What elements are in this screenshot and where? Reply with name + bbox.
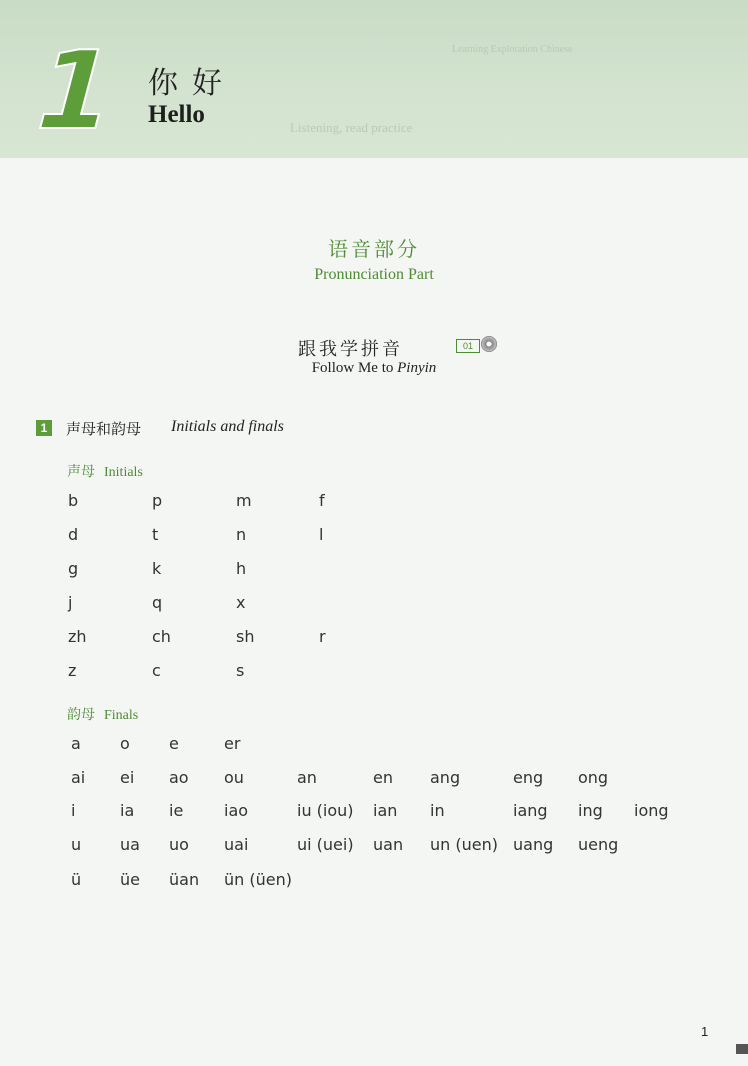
finals-cell: uang (513, 835, 554, 854)
finals-cell: ui (uei) (297, 835, 354, 854)
initials-cell: x (236, 593, 246, 612)
finals-cell: ia (120, 801, 135, 820)
initials-cell: k (152, 559, 162, 578)
section-number-badge: 1 (36, 420, 52, 436)
page-number: 1 (701, 1024, 709, 1039)
finals-cell: uan (373, 835, 404, 854)
finals-cell: ang (430, 768, 461, 787)
section-title-chinese: 声母和韵母 (66, 420, 142, 438)
finals-cell: ie (169, 801, 184, 820)
finals-cell: ao (169, 768, 189, 787)
finals-cell: an (297, 768, 317, 787)
finals-cell: ua (120, 835, 140, 854)
chapter-header (0, 0, 748, 158)
finals-cell: en (373, 768, 393, 787)
finals-cell: iang (513, 801, 548, 820)
initials-cell: zh (68, 627, 87, 646)
finals-cell: ün (üen) (224, 870, 292, 889)
initials-cell: r (319, 627, 326, 646)
ghost-text: Listening, read practice (290, 120, 413, 135)
finals-cell: iao (224, 801, 249, 820)
initials-cell: c (152, 661, 161, 680)
finals-cell: ou (224, 768, 244, 787)
lesson-title-chinese: 跟我学拼音 (298, 339, 403, 360)
finals-cell: i (71, 801, 76, 820)
finals-cell: iu (iou) (297, 801, 354, 820)
finals-cell: ueng (578, 835, 619, 854)
initials-heading-english: Initials (104, 465, 143, 480)
initials-cell: t (152, 525, 159, 544)
initials-cell: n (236, 525, 247, 544)
finals-cell: ei (120, 768, 135, 787)
initials-cell: b (68, 491, 79, 510)
ghost-text: Learning Exploration Chinese (452, 44, 573, 55)
finals-cell: ong (578, 768, 609, 787)
initials-cell: ch (152, 627, 171, 646)
finals-cell: uai (224, 835, 249, 854)
finals-cell: eng (513, 768, 544, 787)
finals-cell: üan (169, 870, 200, 889)
finals-heading-english: Finals (104, 708, 139, 723)
initials-cell: sh (236, 627, 255, 646)
finals-cell: ian (373, 801, 398, 820)
finals-heading (67, 704, 138, 724)
finals-cell: er (224, 734, 241, 753)
initials-cell: m (236, 491, 252, 510)
finals-cell: ai (71, 768, 86, 787)
chapter-number: 1 (33, 29, 118, 154)
initials-cell: j (68, 593, 73, 612)
lesson-title-english-text: Follow Me to (311, 360, 398, 376)
section-title-english: Initials and finals (171, 418, 284, 435)
finals-cell: un (uen) (430, 835, 498, 854)
chapter-title-chinese: 你好 (148, 66, 236, 101)
part-title-english: Pronunciation Part (314, 266, 434, 283)
lesson-title-english (0, 360, 748, 377)
initials-cell: h (236, 559, 247, 578)
finals-cell: u (71, 835, 82, 854)
finals-heading-chinese: 韵母 (67, 707, 95, 723)
initials-cell: q (152, 593, 163, 612)
audio-track-badge[interactable]: 01 (456, 339, 480, 353)
initials-cell: g (68, 559, 79, 578)
initials-cell: z (68, 661, 77, 680)
initials-heading (67, 461, 143, 481)
finals-cell: a (71, 734, 81, 753)
audio-cd-icon[interactable] (481, 336, 497, 352)
finals-cell: uo (169, 835, 189, 854)
lesson-title-english-italic: Pinyin (397, 360, 437, 376)
initials-cell: s (236, 661, 245, 680)
finals-cell: o (120, 734, 130, 753)
finals-cell: ü (71, 870, 82, 889)
finals-cell: üe (120, 870, 140, 889)
finals-cell: ing (578, 801, 603, 820)
part-title-chinese: 语音部分 (328, 237, 420, 261)
initials-cell: f (319, 491, 325, 510)
finals-cell: iong (634, 801, 669, 820)
initials-cell: l (319, 525, 324, 544)
finals-cell: e (169, 734, 179, 753)
page-edge-mark (736, 1044, 748, 1054)
initials-cell: d (68, 525, 79, 544)
chapter-title-english: Hello (148, 101, 205, 128)
initials-heading-chinese: 声母 (67, 464, 95, 480)
initials-cell: p (152, 491, 163, 510)
finals-cell: in (430, 801, 445, 820)
